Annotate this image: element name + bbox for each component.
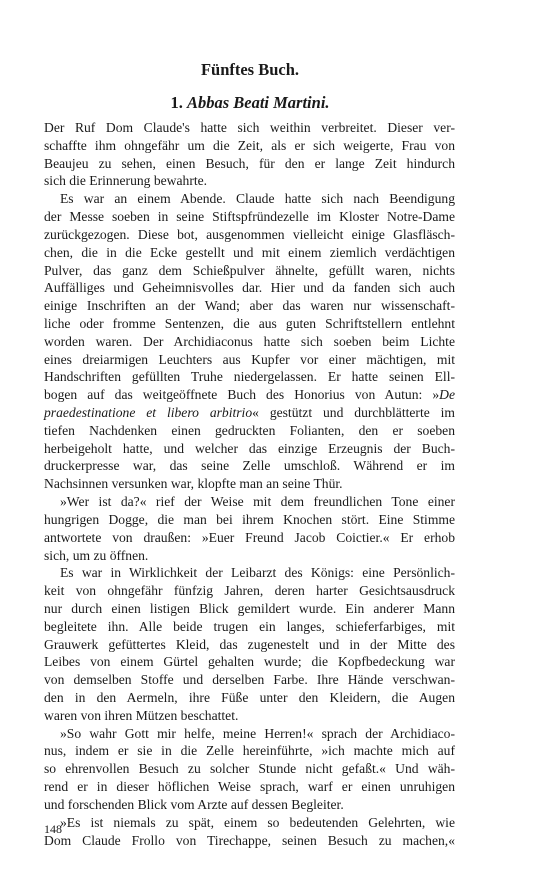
- text-line: Der Ruf Dom Claude's hatte sich weithin verbreitet. Dieser ver-: [44, 120, 455, 135]
- text-line: und forschenden Blick vom Arzte auf dessen Begleiter.: [44, 796, 344, 812]
- text-line: »So wahr Gott mir helfe, meine Herren!« sprach der Archidiaco-: [60, 725, 455, 741]
- paragraph: [44, 493, 455, 564]
- text-line: Nachsinnen versunken war, klopfte man an seine Thür.: [44, 476, 343, 492]
- text-line: zurückgezogen. Diese bot, ausgenommen vielleicht einige Glasfläsch-: [44, 226, 455, 242]
- text-line: Es war an einem Abende. Claude hatte sich nach Beendigung: [60, 191, 455, 207]
- page-number: 148: [44, 822, 62, 836]
- text-line: herbeigeholt hatte, und welcher das einzige Erzeugnis der Buch-: [44, 440, 455, 456]
- text-line: Beaujeu zu sehen, einen Besuch, für den er lange Zeit hindurch: [44, 155, 455, 171]
- text-line: chen, die in die Ecke gestellt und mit einem ziemlich verdächtigen: [44, 244, 455, 260]
- text-line: Leibes von einem Gürtel gehalten wurde; die Kopfbedeckung war: [44, 654, 455, 670]
- paragraph: [44, 190, 455, 493]
- chapter-title: [0, 93, 500, 113]
- text-line: schaffte ihm ohngefähr um die Zeit, als er sich weigerte, Frau von: [44, 137, 455, 153]
- text-line: »Wer ist da?« rief der Weise mit dem freundlichen Tone einer: [60, 494, 455, 510]
- text-line: von demselben Stoffe und derselben Farbe. Ihre Hände verschwan-: [44, 672, 455, 688]
- text-line: worden waren. Der Archidiaconus hatte sich soeben beim Lichte: [44, 333, 455, 349]
- chapter-number: 1.: [170, 93, 183, 112]
- text-line: praedestinatione et libero arbitrio« gestützt und durchblätterte im: [44, 405, 455, 420]
- text-line: so ehrenvollen Besuch zu solcher Stunde nicht gefaßt.« Und wäh-: [44, 761, 455, 777]
- text-line: Es war in Wirklichkeit der Leibarzt des Königs: eine Persönlich-: [60, 565, 455, 581]
- text-line: einige Inschriften an der Wand; aber das waren nur wissenschaft-: [44, 298, 455, 314]
- text-line: nus, indem er sie in die Zelle hereinführte, »ich machte mich auf: [44, 743, 455, 759]
- text-line: Dom Claude Frollo von Tirechappe, seinen Besuch zu machen,«: [44, 832, 455, 848]
- text-line: den in den Aermeln, ihre Füße unter den Kleidern, die Augen: [44, 690, 455, 705]
- text-line: Grauwerk gefüttertes Kleid, das zugenestelt und in der Mitte des: [44, 636, 455, 652]
- text-line: rend er in dieser höflichen Weise sprach, warf er einen unruhigen: [44, 779, 455, 795]
- text-line: druckerpresse war, das seine Zelle umschloß. Während er im: [44, 458, 455, 474]
- text-line: Auffälliges und Geheimnisvolles dar. Hier und da fanden sich auch: [44, 280, 455, 296]
- text-line: eines dreiarmigen Leuchters aus Kupfer vor einer mächtigen, mit: [44, 351, 455, 367]
- paragraph: [44, 725, 455, 814]
- text-line: sich die Erinnerung bewahrte.: [44, 173, 208, 189]
- text-line: liche oder fromme Sentenzen, die aus guten Schriftstellern entlehnt: [44, 315, 455, 331]
- text-line: keit von ohngefähr fünfzig Jahren, deren harter Gesichtsausdruck: [44, 583, 455, 599]
- body-text: [44, 119, 455, 849]
- chapter-name: Abbas Beati Martini.: [186, 93, 330, 112]
- text-line: Pulver, das ganz dem Schießpulver ähnelte, gefüllt waren, nichts: [44, 262, 455, 278]
- paragraph: [44, 119, 455, 190]
- text-line: nur durch einen listigen Blick gemildert wurde. Ein anderer Mann: [44, 600, 455, 616]
- paragraph: [44, 564, 455, 724]
- text-line: begleitete ihn. Alle beide trugen ein langes, schieferfarbiges, mit: [44, 618, 455, 634]
- text-line: hungrigen Dogge, die man bei ihrem Knochen stört. Eine Stimme: [44, 511, 455, 527]
- text-line: Handschriften gefüllten Truhe niedergelassen. Er hatte seinen Ell-: [44, 369, 455, 385]
- text-line: bogen auf das weitgeöffnete Buch des Honorius von Autun: »De: [44, 387, 455, 403]
- text-line: waren von ihren Mützen beschattet.: [44, 707, 239, 723]
- text-line: tiefen Nachdenken einen gedruckten Folianten, den er soeben: [44, 422, 455, 438]
- text-line: der Messe soeben in seine Stiftspfründezelle im Kloster Notre-Dame: [44, 209, 455, 225]
- text-line: sich, um zu öffnen.: [44, 547, 149, 563]
- paragraph: [44, 814, 455, 850]
- text-line: »Es ist niemals zu spät, einem so bedeutenden Gelehrten, wie: [60, 814, 455, 830]
- book-title: Fünftes Buch.: [200, 60, 300, 79]
- text-line: antwortete von draußen: »Euer Freund Jacob Coictier.« Er erhob: [44, 529, 455, 545]
